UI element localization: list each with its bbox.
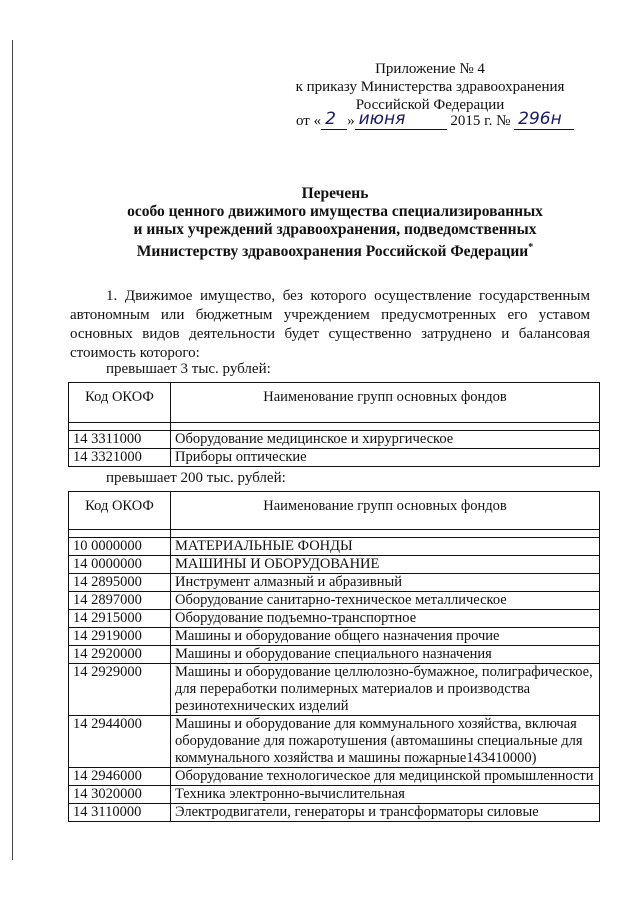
number-blank (514, 109, 574, 130)
table-row (69, 556, 600, 574)
header-name: Наименование групп основных фондов (171, 492, 600, 530)
group-name: Оборудование подъемно-транспортное (171, 610, 600, 628)
okof-code: 14 2946000 (69, 768, 171, 786)
handwritten-month: июня (358, 109, 406, 129)
okof-code: 14 2895000 (69, 574, 171, 592)
okof-code: 14 2915000 (69, 610, 171, 628)
table-row (69, 768, 600, 786)
group-name: Приборы оптические (171, 449, 600, 467)
header-code: Код ОКОФ (69, 383, 171, 423)
document-title: Перечень особо ценного движимого имущества специализированных и иных учреждений здравоохранения, подведомственных Министерству здравоохранения Российской Федерации* (127, 185, 543, 261)
footnote-mark: * (528, 242, 534, 253)
table-row (69, 538, 600, 556)
table-row (69, 646, 600, 664)
okof-code: 14 3020000 (69, 786, 171, 804)
okof-code: 14 2897000 (69, 592, 171, 610)
group-name: МАШИНЫ И ОБОРУДОВАНИЕ (171, 556, 600, 574)
header-name: Наименование групп основных фондов (171, 383, 600, 423)
group-name: Инструмент алмазный и абразивный (171, 574, 600, 592)
threshold-200k: превышает 200 тыс. рублей: (106, 470, 286, 486)
table-row (69, 610, 600, 628)
appendix-header (280, 60, 580, 114)
okof-code: 14 3311000 (69, 431, 171, 449)
okof-code: 14 2929000 (69, 664, 171, 716)
table-row (69, 592, 600, 610)
table-200k (68, 491, 600, 822)
handwritten-number: 296н (518, 109, 562, 129)
group-name: Оборудование санитарно-техническое металлическое (171, 592, 600, 610)
group-name: Машины и оборудование целлюлозно-бумажное, полиграфическое, для переработки полимерных материалов и производства резинотехнических изделий (171, 664, 600, 716)
table-3k (68, 382, 600, 467)
group-name: Машины и оборудование для коммунального хозяйства, включая оборудование для пожаротушения (автомашины специальные для коммунального хозяйства и машины пожарные143410000) (171, 716, 600, 768)
okof-code: 14 2944000 (69, 716, 171, 768)
table-row (69, 431, 600, 449)
okof-code: 14 2920000 (69, 646, 171, 664)
group-name: Оборудование медицинское и хирургическое (171, 431, 600, 449)
group-name: МАТЕРИАЛЬНЫЕ ФОНДЫ (171, 538, 600, 556)
order-reference-cont: Российской Федерации (355, 97, 505, 113)
okof-code: 14 3110000 (69, 804, 171, 822)
table-row (69, 804, 600, 822)
table-row (69, 628, 600, 646)
okof-code: 10 0000000 (69, 538, 171, 556)
group-name: Электродвигатели, генераторы и трансформаторы силовые (171, 804, 600, 822)
table-row (69, 664, 600, 716)
order-reference: к приказу Министерства здравоохранения (295, 79, 565, 95)
table-row (69, 786, 600, 804)
handwritten-day: 2 (325, 109, 336, 129)
order-date-line: от « 2 » июня 2015 г. № 296н (296, 113, 574, 130)
section-1-text: 1. Движимое имущество, без которого осуществление государственным автономным или бюджетным учреждением предусмотренных его уставом основных видов деятельности будет существенно затруднено и балансовая стоимость которого: (70, 288, 590, 361)
day-blank (321, 109, 347, 130)
scan-edge-line (12, 40, 13, 860)
threshold-3k: превышает 3 тыс. рублей: (106, 361, 271, 377)
header-code: Код ОКОФ (69, 492, 171, 530)
group-name: Оборудование технологическое для медицинской промышленности (171, 768, 600, 786)
table-row (69, 574, 600, 592)
group-name: Техника электронно-вычислительная (171, 786, 600, 804)
okof-code: 14 2919000 (69, 628, 171, 646)
appendix-number: Приложение № 4 (375, 61, 485, 77)
month-blank (355, 109, 447, 130)
table-row (69, 449, 600, 467)
table-row (69, 716, 600, 768)
okof-code: 14 0000000 (69, 556, 171, 574)
group-name: Машины и оборудование специального назначения (171, 646, 600, 664)
okof-code: 14 3321000 (69, 449, 171, 467)
group-name: Машины и оборудование общего назначения прочие (171, 628, 600, 646)
